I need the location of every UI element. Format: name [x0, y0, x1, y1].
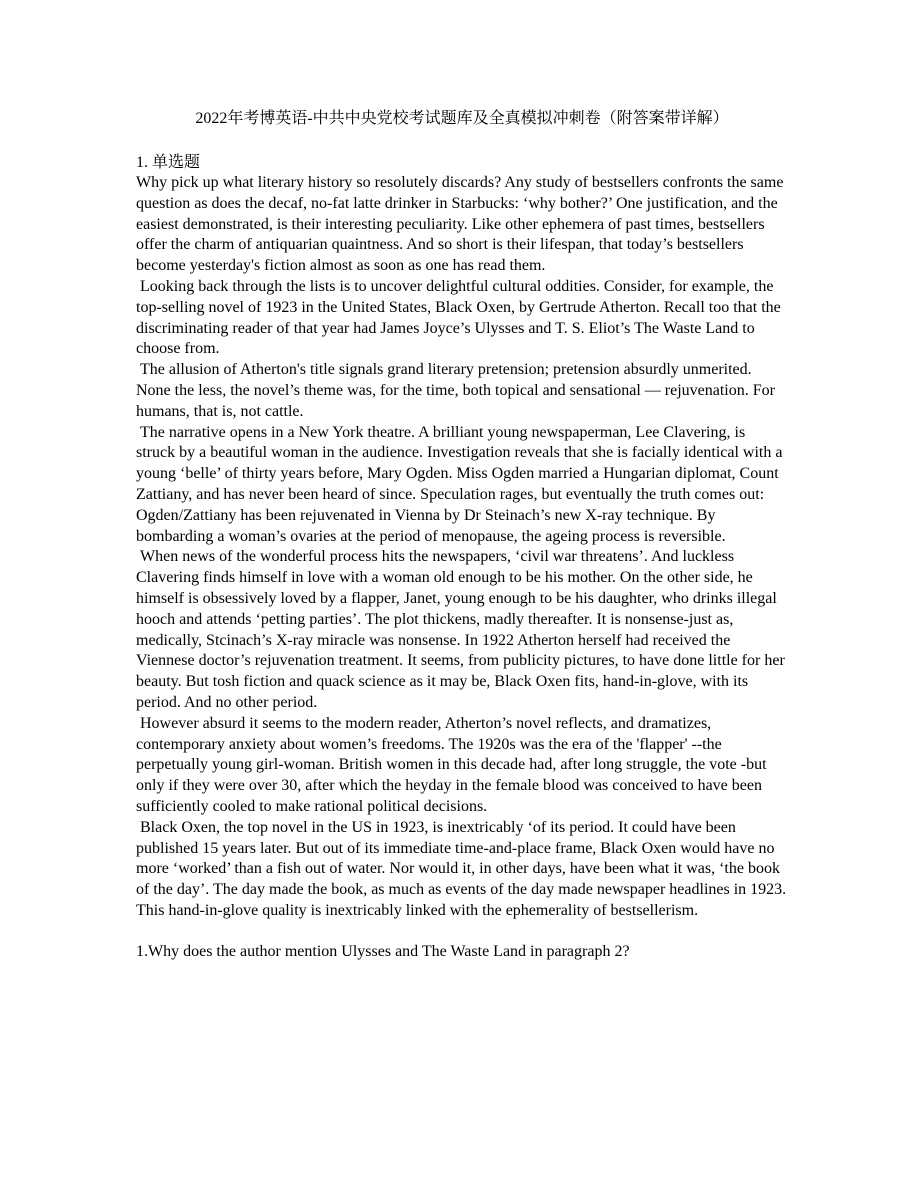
section-heading: 1. 单选题 [136, 154, 201, 171]
passage-paragraph-3: The allusion of Atherton's title signals grand literary pretension; pretension absurdly unmerited. None the less, the novel’s theme was, for the time, both topical and sensational — rejuvenation. For humans, that is, not cattle. [136, 361, 775, 420]
passage-paragraph-7: Black Oxen, the top novel in the US in 1923, is inextricably ‘of its period. It could have been published 15 years later. But out of its immediate time-and-place frame, Black Oxen would have no more ‘worked’ than a fish out of water. Nor would it, in other days, have been what it was, ‘the book of the day’. The day made the book, as much as events of the day made newspaper headlines in 1923. This hand-in-glove quality is inextricably linked with the ephemerality of bestsellerism. [136, 818, 787, 919]
passage-paragraph-4: The narrative opens in a New York theatre. A brilliant young newspaperman, Lee Clavering, is struck by a beautiful woman in the audience. Investigation reveals that she is facially identical with a young ‘belle’ of thirty years before, Mary Ogden. Miss Ogden married a Hungarian diplomat, Count Zattiany, and has never been heard of since. Speculation rages, but eventually the truth comes out: Ogden/Zattiany has been rejuvenated in Vienna by Dr Steinach’s new X-ray technique. By bombarding a woman’s ovaries at the period of menopause, the ageing process is reversible. [136, 423, 783, 545]
reading-passage [136, 173, 788, 922]
passage-paragraph-5: When news of the wonderful process hits the newspapers, ‘civil war threatens’. And luckless Clavering finds himself in love with a woman old enough to be his mother. On the other side, he himself is obsessively loved by a flapper, Janet, young enough to be his daughter, who drinks illegal hooch and attends ‘petting parties’. The plot thickens, madly thereafter. It is nonsense-just as, medically, Stcinach’s X-ray miracle was nonsense. In 1922 Atherton herself had received the Viennese doctor’s rejuvenation treatment. It seems, from publicity pictures, to have done little for her beauty. But tosh fiction and quack science as it may be, Black Oxen fits, hand-in-glove, with its period. And no other period. [136, 548, 785, 711]
question-text: 1.Why does the author mention Ulysses and The Waste Land in paragraph 2? [136, 942, 630, 960]
passage-paragraph-1: Why pick up what literary history so resolutely discards? Any study of bestsellers confronts the same question as does the decaf, no-fat latte drinker in Starbucks: ‘why bother?’ One justification, and the easiest demonstrated, is their interesting peculiarity. Like other ephemera of past times, bestsellers offer the charm of antiquarian quaintness. And so short is their lifespan, that today’s bestsellers become yesterday's fiction almost as soon as one has read them. [136, 174, 784, 275]
document-title: 2022年考博英语-中共中央党校考试题库及全真模拟冲刺卷（附答案带详解） [195, 110, 729, 127]
passage-paragraph-6: However absurd it seems to the modern reader, Atherton’s novel reflects, and dramatizes, contemporary anxiety about women’s freedoms. The 1920s was the era of the 'flapper' --the perpetually young girl-woman. British women in this decade had, after long struggle, the vote -but only if they were over 30, after which the heyday in the female blood was conceived to have been sufficiently cooled to make rational political decisions. [136, 714, 767, 815]
document-page [136, 106, 788, 962]
passage-paragraph-2: Looking back through the lists is to uncover delightful cultural oddities. Consider, for example, the top-selling novel of 1923 in the United States, Black Oxen, by Gertrude Atherton. Recall too that the discriminating reader of that year had James Joyce’s Ulysses and T. S. Eliot’s The Waste Land to choose from. [136, 277, 781, 358]
